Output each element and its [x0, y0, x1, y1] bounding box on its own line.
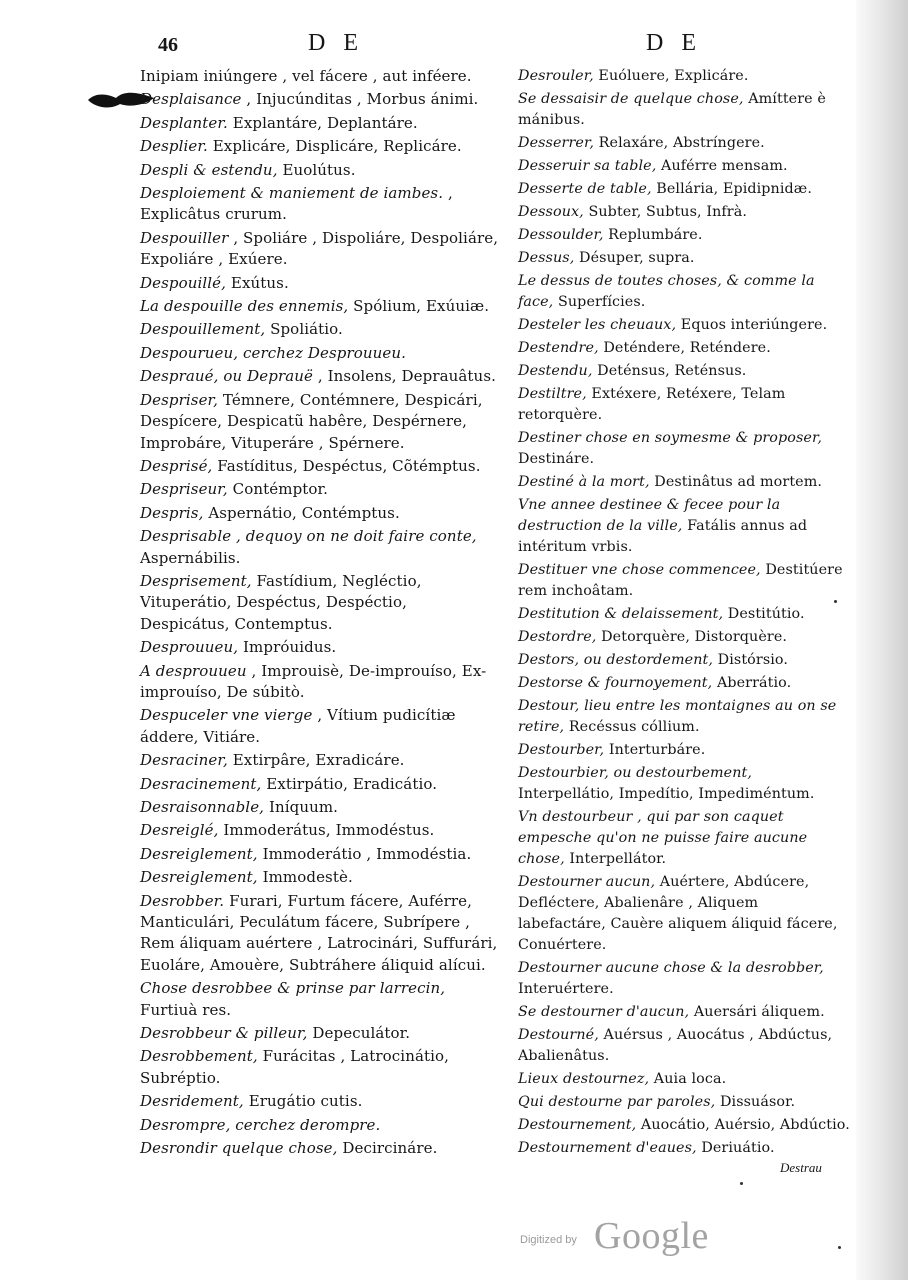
- entry-definition: Extéxere, Retéxere, Telam retorquère.: [518, 386, 786, 423]
- entry-definition: Contémptor.: [232, 480, 329, 499]
- entry-definition: , Spoliáre , Dispoliáre, Despoliáre, Expoliáre , Exúere.: [140, 228, 499, 269]
- dictionary-entry: [140, 774, 500, 795]
- dictionary-entry: [518, 696, 850, 738]
- entry-headword: Desrouler,: [518, 68, 594, 84]
- entry-definition: Aspernátio, Contémptus.: [208, 503, 400, 522]
- entry-definition: Fastíditus, Despéctus, Cõtémptus.: [217, 456, 481, 475]
- entry-definition: Amíttere è mánibus.: [518, 91, 826, 128]
- entry-definition: Iníquum.: [268, 798, 339, 816]
- dictionary-entry: [518, 428, 850, 470]
- entry-definition: Deténsus, Reténsus.: [597, 363, 747, 379]
- dictionary-entry: [140, 183, 500, 226]
- dictionary-entry: [518, 1069, 850, 1090]
- dictionary-entry: [518, 627, 850, 648]
- right-column: [518, 66, 850, 1161]
- entry-headword: Despuceler vne vierge: [140, 706, 313, 725]
- entry-headword: Desreiglé,: [140, 821, 219, 840]
- entry-definition: Euolútus.: [282, 160, 356, 179]
- dictionary-entry: [518, 338, 850, 359]
- entry-headword: Desprisement,: [140, 571, 252, 590]
- entry-headword: Destors, ou destordement,: [518, 652, 713, 668]
- dictionary-entry: [140, 705, 500, 748]
- entry-definition: Spólium, Exúuiæ.: [353, 297, 490, 316]
- dictionary-entry: [518, 156, 850, 177]
- dictionary-entry: [518, 560, 850, 602]
- entry-definition: Témnere, Contémnere, Despicári, Despícere, Despicatũ habêre, Despérnere, Improbáre, Vituperáre , Spérnere.: [140, 390, 483, 452]
- entry-headword: Desridement,: [140, 1092, 244, 1111]
- entry-definition: Dissuásor.: [719, 1094, 796, 1110]
- watermark-digitized-by: Digitized by: [520, 1234, 577, 1246]
- entry-headword: Qui destourne par paroles,: [518, 1094, 716, 1110]
- entry-headword: A desprouueu: [140, 661, 247, 680]
- entry-headword: Destournement d'eaues,: [518, 1140, 697, 1156]
- entry-headword: Despraué, ou Deprauë: [140, 367, 314, 386]
- entry-headword: Despris,: [140, 503, 204, 522]
- dictionary-entry: [518, 225, 850, 246]
- dictionary-entry: [140, 296, 500, 317]
- dictionary-entry: [518, 89, 850, 131]
- entry-definition: Aspernábilis.: [140, 548, 241, 567]
- entry-definition: Immoderátus, Immodéstus.: [223, 821, 435, 840]
- entry-definition: Destitúere rem inchoâtam.: [518, 562, 843, 599]
- dictionary-entry: [518, 958, 850, 1000]
- entry-headword: Dessoux,: [518, 204, 584, 220]
- entry-definition: Equos interiúngere.: [680, 317, 828, 333]
- dictionary-entry: [140, 113, 500, 134]
- entry-headword: Desteler les cheuaux,: [518, 317, 677, 333]
- dictionary-entry: [140, 319, 500, 340]
- dictionary-entry: [518, 133, 850, 154]
- entry-headword: Desreiglement,: [140, 844, 258, 863]
- entry-definition: Inipiam iniúngere , vel fácere , aut inféere.: [140, 67, 472, 85]
- dictionary-entry: [518, 1092, 850, 1113]
- entry-headword: Despouiller: [140, 228, 229, 247]
- dictionary-entry: [140, 797, 500, 818]
- entry-headword: Desserte de table,: [518, 181, 652, 197]
- dictionary-entry: [140, 820, 500, 841]
- entry-headword: La despouille des ennemis,: [140, 297, 349, 316]
- page-edge-shadow: [856, 0, 908, 1280]
- entry-headword: Desraciner,: [140, 751, 228, 770]
- dictionary-entry: [140, 1046, 500, 1089]
- dictionary-entry: [140, 136, 500, 157]
- entry-headword: Desplaisance: [140, 90, 242, 109]
- entry-headword: Despouillé,: [140, 273, 227, 292]
- entry-headword: Destiné à la mort,: [518, 474, 650, 490]
- entry-definition: Auértere, Abdúcere, Defléctere, Abalienâre , Aliquem labefactáre, Cauère aliquem áliquid fácere, Conuértere.: [518, 874, 838, 953]
- dictionary-entry: [140, 1115, 500, 1136]
- dictionary-entry: [518, 472, 850, 493]
- paper-speck: [834, 600, 837, 603]
- entry-definition: Interpellátor.: [569, 851, 667, 867]
- dictionary-entry: [518, 740, 850, 761]
- entry-headword: Desprisé,: [140, 456, 213, 475]
- entry-definition: Explicáre, Displicáre, Replicáre.: [212, 137, 462, 156]
- entry-definition: Furtiuà res.: [140, 1000, 232, 1019]
- entry-headword: Destendre,: [518, 340, 599, 356]
- dictionary-entry: [518, 1115, 850, 1136]
- entry-definition: Exútus.: [230, 273, 289, 292]
- catchword: Destrau: [780, 1160, 822, 1175]
- entry-headword: Desraisonnable,: [140, 798, 265, 816]
- entry-headword: Destordre,: [518, 629, 597, 645]
- entry-headword: Destour, lieu entre les montaignes au on se retire,: [518, 698, 837, 735]
- dictionary-entry: [518, 271, 850, 313]
- entry-headword: Desprisable , dequoy on ne doit faire conte,: [140, 527, 477, 546]
- dictionary-entry: [518, 872, 850, 956]
- entry-headword: Se destourner d'aucun,: [518, 1004, 690, 1020]
- entry-definition: Aberrátio.: [716, 675, 792, 691]
- dictionary-entry: [518, 1002, 850, 1023]
- entry-definition: , Injucúnditas , Morbus ánimi.: [246, 90, 479, 109]
- dictionary-entry: [140, 661, 500, 704]
- dictionary-entry: [140, 571, 500, 635]
- dictionary-entry: [518, 650, 850, 671]
- entry-definition: Furácitas , Latrocinátio, Subréptio.: [140, 1047, 450, 1087]
- entry-definition: Superfícies.: [557, 294, 646, 310]
- dictionary-entry: [140, 637, 500, 658]
- dictionary-entry: [140, 1023, 500, 1044]
- entry-headword: Le dessus de toutes choses, & comme la face,: [518, 273, 815, 310]
- entry-headword: Desrondir quelque chose,: [140, 1139, 338, 1158]
- dictionary-entry: [140, 228, 500, 271]
- dictionary-entry: [140, 479, 500, 500]
- dictionary-entry: [140, 66, 500, 87]
- dictionary-entry: [140, 366, 500, 387]
- dictionary-entry: [518, 763, 850, 805]
- entry-definition: Bellária, Epidipnidæ.: [656, 181, 812, 197]
- entry-headword: Despourueu, cerchez Desprouueu.: [140, 343, 406, 362]
- entry-headword: Destitution & delaissement,: [518, 606, 724, 622]
- entry-definition: Distórsio.: [717, 652, 789, 668]
- entry-definition: Auia loca.: [653, 1071, 727, 1087]
- dictionary-entry: [518, 202, 850, 223]
- entry-headword: Destourner aucune chose & la desrobber,: [518, 960, 824, 976]
- dictionary-entry: [518, 807, 850, 870]
- dictionary-entry: [140, 750, 500, 771]
- entry-headword: Desseruir sa table,: [518, 158, 657, 174]
- dictionary-entry: [518, 1138, 850, 1159]
- entry-headword: Desplier.: [140, 137, 208, 156]
- entry-headword: Destendu,: [518, 363, 593, 379]
- entry-definition: Extirpátio, Eradicátio.: [266, 774, 438, 793]
- left-column: [140, 66, 500, 1162]
- dictionary-entry: [518, 248, 850, 269]
- dictionary-entry: [518, 384, 850, 426]
- entry-definition: Deténdere, Reténdere.: [603, 340, 771, 356]
- entry-definition: , Explicâtus crurum.: [140, 184, 453, 224]
- dictionary-entry: [518, 66, 850, 87]
- entry-definition: Decircináre.: [342, 1139, 438, 1158]
- page-header: [0, 28, 908, 64]
- entry-definition: Depeculátor.: [312, 1024, 411, 1043]
- entry-definition: Replumbáre.: [608, 227, 703, 243]
- entry-headword: Destiltre,: [518, 386, 587, 402]
- running-head-right: D E: [646, 30, 702, 56]
- entry-definition: Interuértere.: [518, 981, 614, 997]
- entry-headword: Destourné,: [518, 1027, 599, 1043]
- page-number: 46: [158, 34, 178, 56]
- entry-definition: Fatális annus ad intéritum vrbis.: [518, 518, 808, 555]
- entry-definition: Interpellátio, Impedítio, Impediméntum.: [518, 786, 815, 802]
- entry-headword: Destiner chose en soymesme & proposer,: [518, 430, 822, 446]
- entry-definition: Detorquère, Distorquère.: [601, 629, 788, 645]
- entry-definition: Destináre.: [518, 451, 595, 467]
- entry-definition: Euóluere, Explicáre.: [598, 68, 749, 84]
- entry-definition: Impróuidus.: [243, 638, 337, 657]
- dictionary-entry: [140, 160, 500, 181]
- entry-headword: Despouillement,: [140, 320, 266, 339]
- entry-headword: Desrobber.: [140, 891, 225, 910]
- dictionary-entry: [518, 315, 850, 336]
- entry-definition: , Insolens, Deprauâtus.: [317, 367, 496, 386]
- dictionary-entry: [140, 343, 500, 364]
- dictionary-entry: [518, 604, 850, 625]
- entry-headword: Despriser,: [140, 390, 219, 409]
- entry-definition: Auocátio, Auérsio, Abdúctio.: [640, 1117, 850, 1133]
- dictionary-entry: [140, 891, 500, 977]
- watermark-google-logo: Google: [594, 1215, 709, 1257]
- paper-speck: [740, 1182, 743, 1185]
- dictionary-entry: [140, 456, 500, 477]
- entry-headword: Destourbier, ou destourbement,: [518, 765, 753, 781]
- entry-definition: Immodestè.: [262, 868, 353, 887]
- dictionary-entry: [140, 867, 500, 888]
- dictionary-entry: [140, 89, 500, 110]
- entry-headword: Desserrer,: [518, 135, 594, 151]
- entry-definition: Erugátio cutis.: [248, 1092, 363, 1111]
- entry-definition: Extirpâre, Exradicáre.: [232, 751, 405, 770]
- entry-definition: Subter, Subtus, Infrà.: [588, 204, 747, 220]
- entry-headword: Vn destourbeur , qui par son caquet empesche qu'on ne puisse faire aucune chose,: [518, 809, 808, 867]
- entry-headword: Destourner aucun,: [518, 874, 656, 890]
- entry-headword: Desrobbeur & pilleur,: [140, 1024, 308, 1043]
- dictionary-entry: [140, 844, 500, 865]
- entry-definition: Recéssus cóllium.: [568, 719, 700, 735]
- entry-headword: Desprouueu,: [140, 638, 239, 657]
- dictionary-entry: [518, 673, 850, 694]
- entry-headword: Desplanter.: [140, 113, 228, 132]
- digitized-watermark: [520, 1214, 720, 1258]
- dictionary-entry: [140, 1091, 500, 1112]
- entry-definition: Spoliátio.: [270, 320, 343, 339]
- entry-headword: Destournement,: [518, 1117, 637, 1133]
- dictionary-entry: [518, 179, 850, 200]
- entry-definition: Deriuátio.: [701, 1140, 775, 1156]
- entry-definition: , Improuisè, De-improuíso, Ex-improuíso, De súbitò.: [140, 661, 487, 701]
- entry-definition: Désuper, supra.: [579, 250, 695, 266]
- entry-definition: Explantáre, Deplantáre.: [232, 113, 418, 132]
- running-head-left: D E: [308, 30, 364, 56]
- dictionary-entry: [140, 273, 500, 294]
- paper-speck: [838, 1246, 841, 1249]
- entry-definition: Auférre mensam.: [661, 158, 788, 174]
- dictionary-entry: [140, 978, 500, 1021]
- entry-headword: Destorse & fournoyement,: [518, 675, 713, 691]
- dictionary-entry: [140, 503, 500, 524]
- entry-headword: Dessoulder,: [518, 227, 604, 243]
- entry-headword: Desploiement & maniement de iambes.: [140, 184, 444, 203]
- entry-headword: Desrobbement,: [140, 1047, 258, 1066]
- dictionary-entry: [140, 1138, 500, 1159]
- entry-headword: Despli & estendu,: [140, 160, 278, 179]
- dictionary-entry: [140, 526, 500, 569]
- entry-definition: Auérsus , Auocátus , Abdúctus, Abalienâtus.: [518, 1027, 833, 1064]
- entry-headword: Despriseur,: [140, 480, 228, 499]
- entry-definition: Auersári áliquem.: [693, 1004, 825, 1020]
- entry-definition: Immoderátio , Immodéstia.: [262, 844, 472, 863]
- entry-definition: Relaxáre, Abstríngere.: [598, 135, 765, 151]
- entry-definition: , Vítium pudicítiæ áddere, Vitiáre.: [140, 706, 456, 746]
- entry-headword: Se dessaisir de quelque chose,: [518, 91, 744, 107]
- entry-headword: Desracinement,: [140, 774, 262, 793]
- dictionary-entry: [518, 495, 850, 558]
- entry-headword: Lieux destournez,: [518, 1071, 650, 1087]
- entry-definition: Destinâtus ad mortem.: [654, 474, 823, 490]
- dictionary-entry: [518, 361, 850, 382]
- entry-headword: Desreiglement,: [140, 868, 258, 887]
- entry-headword: Destituer vne chose commencee,: [518, 562, 761, 578]
- entry-definition: Furari, Furtum fácere, Auférre, Manticulári, Peculátum fácere, Subrípere , Rem áliquam auértere , Latrocinári, Suffurári, Euoláre, Amouère, Subtráhere áliquid alícui.: [140, 891, 498, 974]
- entry-headword: Chose desrobbee & prinse par larrecin,: [140, 979, 446, 998]
- dictionary-entry: [518, 1025, 850, 1067]
- entry-definition: Destitútio.: [727, 606, 805, 622]
- dictionary-entry: [140, 390, 500, 454]
- entry-definition: Fastídium, Negléctio, Vituperátio, Despéctus, Despéctio, Despicátus, Contemptus.: [140, 571, 422, 633]
- entry-headword: Dessus,: [518, 250, 575, 266]
- entry-headword: Destourber,: [518, 742, 605, 758]
- entry-definition: Interturbáre.: [608, 742, 706, 758]
- entry-headword: Desrompre, cerchez derompre.: [140, 1115, 381, 1134]
- entry-headword: Vne annee destinee & fecee pour la destruction de la ville,: [518, 497, 781, 534]
